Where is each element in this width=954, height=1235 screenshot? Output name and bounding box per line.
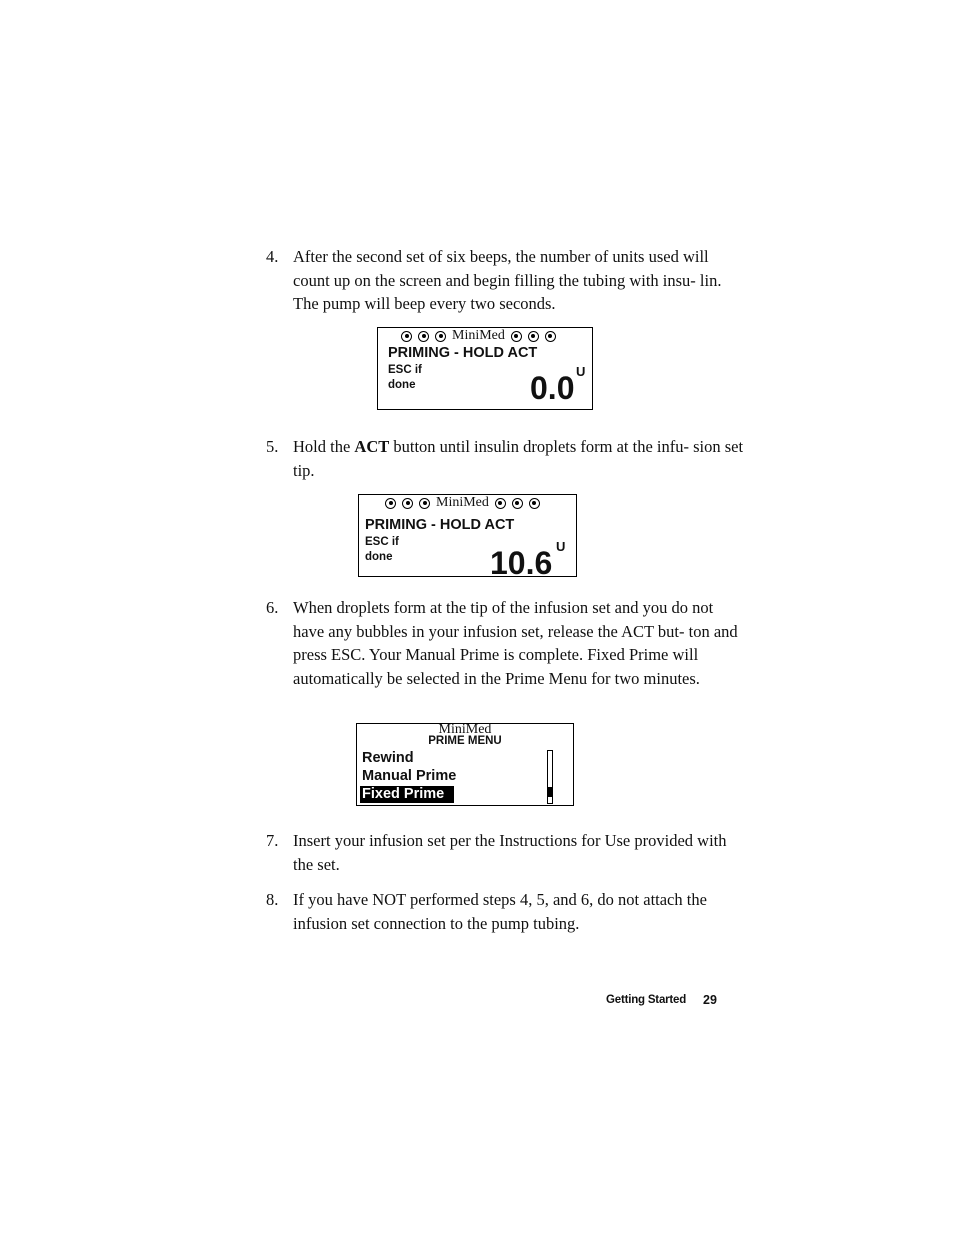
- pump-screen-prime-menu: [356, 723, 574, 806]
- units-label: U: [576, 364, 586, 379]
- brand-label: MiniMed: [438, 722, 492, 737]
- indicator-light-icon: [495, 498, 506, 509]
- indicator-light-icon: [545, 331, 556, 342]
- brand-label: MiniMed: [452, 328, 505, 343]
- step-text: [293, 435, 746, 482]
- indicator-light-icon: [418, 331, 429, 342]
- step-number: 5.: [266, 437, 279, 456]
- step-text: Insert your infusion set per the Instructions for Use provided with the set.: [293, 831, 727, 874]
- step-6: [266, 596, 746, 691]
- esc-hint-line2: done: [365, 551, 393, 563]
- pump-screen-priming-progress: [358, 494, 577, 581]
- indicator-light-icon: [419, 498, 430, 509]
- step-number: 7.: [266, 831, 279, 850]
- act-button-label: ACT: [354, 437, 390, 456]
- pump-screen-priming-start: [377, 327, 593, 410]
- units-label: U: [556, 539, 566, 554]
- screen-title: PRIMING - HOLD ACT: [365, 517, 515, 533]
- step-text: When droplets form at the tip of the infusion set and you do not have any bubbles in your infusion set, release the ACT but- ton and press ESC. Your Manual Prime is complete. Fixed Prime will automatically be selected in the Prime Menu for two minutes.: [293, 598, 738, 689]
- brand-label: MiniMed: [436, 495, 489, 510]
- step-8: [266, 888, 746, 935]
- units-value: 10.6: [490, 545, 553, 581]
- screen-title: PRIMING - HOLD ACT: [388, 345, 538, 361]
- step-number: 8.: [266, 890, 279, 909]
- indicator-light-icon: [401, 331, 412, 342]
- indicator-light-icon: [512, 498, 523, 509]
- menu-item-rewind: Rewind: [362, 750, 414, 766]
- indicator-light-icon: [435, 331, 446, 342]
- units-value: 0.0: [530, 370, 575, 406]
- step-5: [266, 435, 746, 482]
- indicator-light-icon: [511, 331, 522, 342]
- step-text-part: button until insulin droplets form at the infu- sion set tip.: [293, 437, 744, 480]
- step-7: [266, 829, 746, 876]
- indicator-lights: [382, 495, 543, 511]
- step-number: 4.: [266, 247, 279, 266]
- menu-item-fixed-prime: Fixed Prime: [360, 786, 454, 803]
- scrollbar: [547, 750, 553, 804]
- page-number: 29: [703, 993, 717, 1007]
- step-number: 6.: [266, 598, 279, 617]
- scrollbar-thumb: [548, 787, 552, 797]
- step-text: After the second set of six beeps, the number of units used will count up on the screen and begin filling the tubing with insu- lin. The pump will beep every two seconds.: [293, 247, 722, 314]
- esc-hint-line2: done: [388, 379, 416, 391]
- esc-hint-line1: ESC if: [365, 536, 399, 548]
- indicator-lights: [398, 328, 559, 344]
- step-text-part: Hold the: [293, 437, 355, 456]
- footer-section-title: Getting Started: [606, 994, 687, 1006]
- indicator-light-icon: [528, 331, 539, 342]
- screen-title: PRIME MENU: [428, 735, 502, 747]
- step-text: If you have NOT performed steps 4, 5, and 6, do not attach the infusion set connection to the pump tubing.: [293, 890, 707, 933]
- menu-item-manual-prime: Manual Prime: [362, 768, 457, 784]
- indicator-light-icon: [529, 498, 540, 509]
- esc-hint-line1: ESC if: [388, 364, 422, 376]
- step-4: [266, 245, 746, 316]
- indicator-light-icon: [402, 498, 413, 509]
- indicator-light-icon: [385, 498, 396, 509]
